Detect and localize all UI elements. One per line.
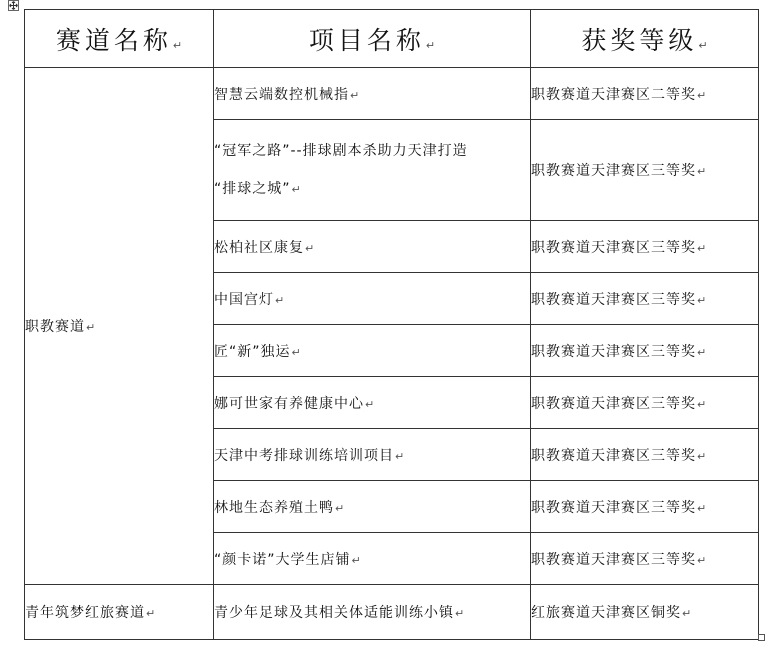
project-cell: “颜卡诺”大学生店铺↵ — [214, 533, 531, 585]
paragraph-mark-icon: ↵ — [697, 88, 707, 102]
paragraph-mark-icon: ↵ — [697, 345, 707, 359]
paragraph-mark-icon: ↵ — [697, 449, 707, 463]
project-line-2: “排球之城”↵ — [214, 180, 301, 197]
project-cell — [214, 120, 531, 221]
award-cell: 职教赛道天津赛区三等奖↵ — [531, 325, 759, 377]
table-row — [25, 585, 759, 640]
paragraph-mark-icon: ↵ — [305, 241, 315, 255]
project-cell: 匠“新”独运↵ — [214, 325, 531, 377]
award-cell: 职教赛道天津赛区三等奖↵ — [531, 221, 759, 273]
paragraph-mark-icon: ↵ — [697, 293, 707, 307]
paragraph-mark-icon: ↵ — [425, 38, 436, 52]
award-cell: 职教赛道天津赛区二等奖↵ — [531, 68, 759, 120]
paragraph-mark-icon: ↵ — [697, 501, 707, 515]
award-cell: 职教赛道天津赛区三等奖↵ — [531, 273, 759, 325]
project-cell: 松柏社区康复↵ — [214, 221, 531, 273]
table-move-handle-icon[interactable] — [8, 0, 19, 11]
header-project: 项目名称↵ — [214, 10, 531, 68]
table-row — [25, 68, 759, 120]
paragraph-mark-icon: ↵ — [697, 553, 707, 567]
paragraph-mark-icon: ↵ — [682, 607, 692, 620]
project-cell: 青少年足球及其相关体适能训练小镇↵ — [214, 585, 531, 640]
header-row — [25, 10, 759, 68]
paragraph-mark-icon: ↵ — [335, 501, 345, 515]
paragraph-mark-icon: ↵ — [698, 38, 708, 52]
paragraph-mark-icon: ↵ — [291, 182, 301, 196]
award-cell: 红旅赛道天津赛区铜奖↵ — [531, 585, 759, 640]
paragraph-mark-icon: ↵ — [697, 397, 707, 411]
project-cell: 智慧云端数控机械指↵ — [214, 68, 531, 120]
paragraph-mark-icon: ↵ — [291, 345, 301, 359]
track-cell-red-tour: 青年筑梦红旅赛道↵ — [25, 585, 214, 640]
paragraph-mark-icon: ↵ — [146, 607, 156, 620]
paragraph-mark-icon: ↵ — [455, 607, 465, 620]
paragraph-mark-icon: ↵ — [697, 241, 707, 255]
paragraph-mark-icon: ↵ — [172, 38, 183, 52]
award-cell: 职教赛道天津赛区三等奖↵ — [531, 120, 759, 221]
paragraph-mark-icon: ↵ — [350, 88, 360, 102]
award-cell: 职教赛道天津赛区三等奖↵ — [531, 533, 759, 585]
paragraph-mark-icon: ↵ — [275, 293, 285, 307]
table-resize-handle[interactable] — [758, 634, 765, 641]
paragraph-mark-icon: ↵ — [351, 553, 361, 567]
project-cell: 娜可世家有养健康中心↵ — [214, 377, 531, 429]
award-cell: 职教赛道天津赛区三等奖↵ — [531, 429, 759, 481]
award-cell: 职教赛道天津赛区三等奖↵ — [531, 481, 759, 533]
project-cell: 中国宫灯↵ — [214, 273, 531, 325]
paragraph-mark-icon: ↵ — [395, 449, 405, 463]
header-award: 获奖等级↵ — [531, 10, 759, 68]
project-cell: 林地生态养殖土鸭↵ — [214, 481, 531, 533]
paragraph-mark-icon: ↵ — [86, 321, 96, 334]
award-cell: 职教赛道天津赛区三等奖↵ — [531, 377, 759, 429]
project-line-1: “冠军之路”--排球剧本杀助力天津打造 — [214, 142, 468, 159]
project-cell: 天津中考排球训练培训项目↵ — [214, 429, 531, 481]
paragraph-mark-icon: ↵ — [365, 397, 375, 411]
paragraph-mark-icon: ↵ — [697, 165, 707, 178]
header-track: 赛道名称↵ — [25, 10, 214, 68]
track-cell-vocational: 职教赛道↵ — [25, 68, 214, 585]
awards-table — [24, 9, 759, 640]
